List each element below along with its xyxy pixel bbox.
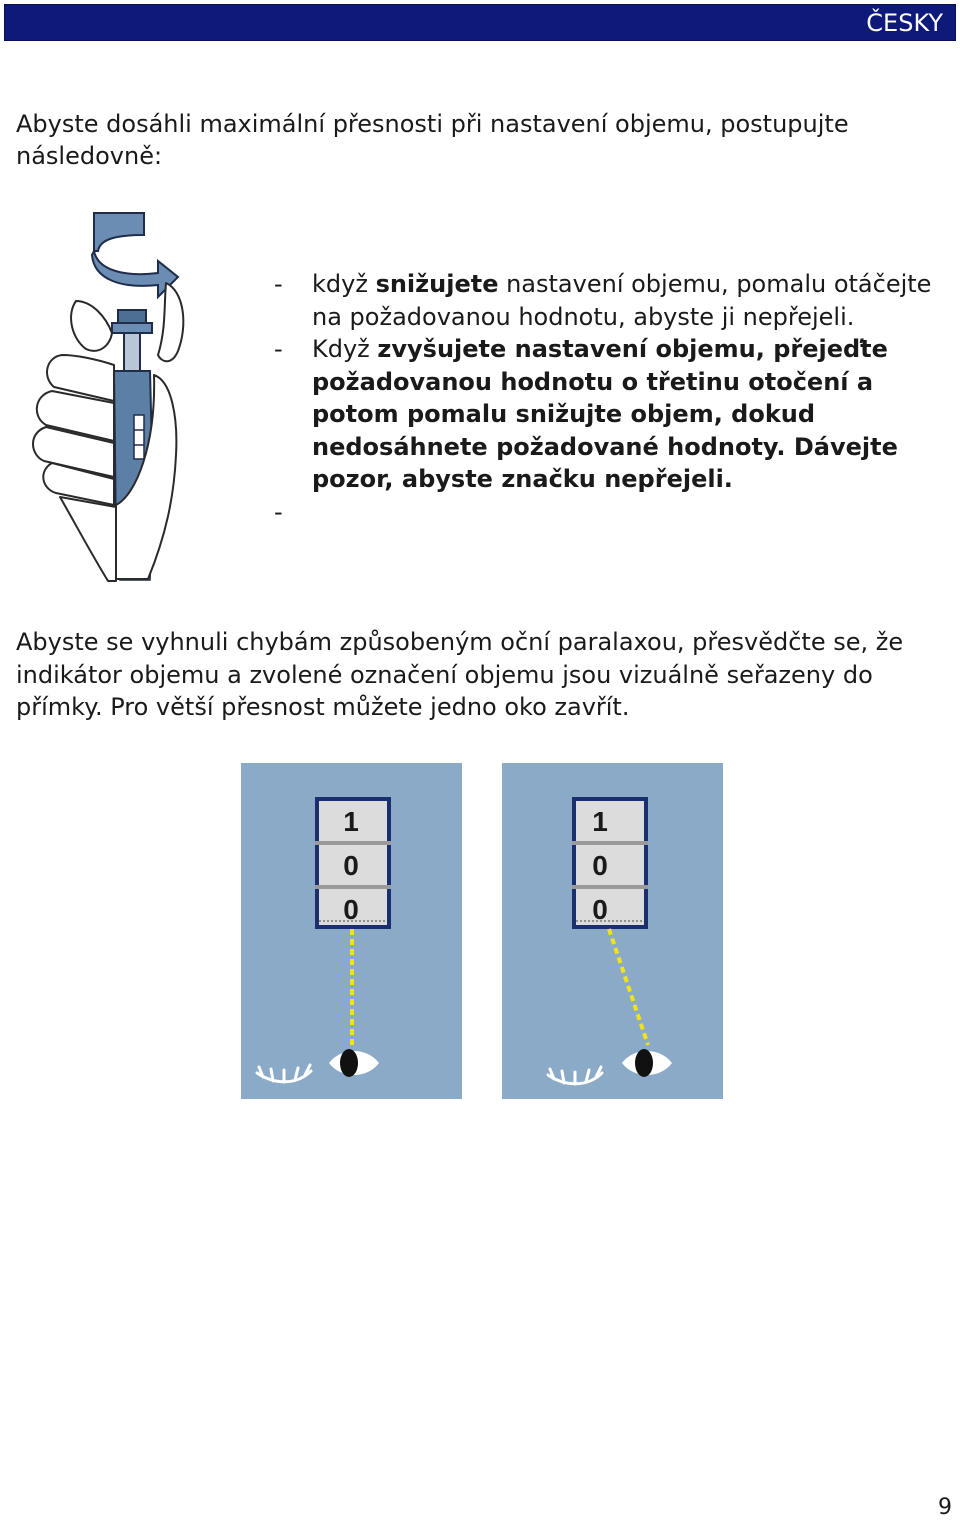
- counter-digit-1: 1: [343, 806, 359, 837]
- counter-digit-2: 0: [343, 850, 359, 881]
- page-number: 9: [938, 1495, 952, 1520]
- list-bullet: -: [274, 335, 283, 363]
- intro-paragraph: Abyste dosáhli maximální přesnosti při nastavení objemu, postupujte následovně:: [16, 110, 849, 170]
- counter-digit-3: 0: [343, 894, 359, 925]
- hand-drawing: [33, 283, 183, 581]
- parallax-error-panel: [502, 763, 723, 1099]
- volume-counter: [572, 797, 648, 929]
- pipette-rotation-illustration: [16, 205, 206, 585]
- counter-digit-1: 1: [592, 806, 608, 837]
- language-header-bar: [4, 4, 956, 41]
- list-bullet: -: [274, 497, 283, 526]
- item-emphasis: snižujete: [375, 270, 499, 298]
- item-text: když: [312, 270, 376, 298]
- list-item: [270, 268, 950, 333]
- item-text: Když: [312, 335, 378, 363]
- volume-counter: [315, 797, 391, 929]
- list-item: [270, 333, 950, 496]
- language-label: ČESKY: [866, 9, 943, 37]
- parallax-paragraph: Abyste se vyhnuli chybám způsobeným oční paralaxou, přesvědčte se, že indikátor objemu a zvolené označení objemu jsou vizuálně seřazeny do přímky. Pro větší přesnost můžete jedno oko zavřít.: [16, 628, 904, 721]
- item-text: nastavení objemu, pomalu otáčejte na požadovanou hodnotu, abyste ji nepřejeli.: [312, 270, 932, 331]
- correct-alignment-panel: [241, 763, 462, 1099]
- list-item: [270, 496, 950, 529]
- counter-digit-2: 0: [592, 850, 608, 881]
- counter-digit-3: 0: [592, 894, 608, 925]
- item-emphasis: zvyšujete nastavení objemu, přejeďte požadovanou hodnotu o třetinu otočení a potom pomalu snižujte objem, dokud nedosáhnete požadované hodnoty. Dávejte pozor, abyste značku nepřejeli.: [312, 335, 898, 493]
- instruction-list: [270, 268, 950, 528]
- list-bullet: -: [274, 270, 283, 298]
